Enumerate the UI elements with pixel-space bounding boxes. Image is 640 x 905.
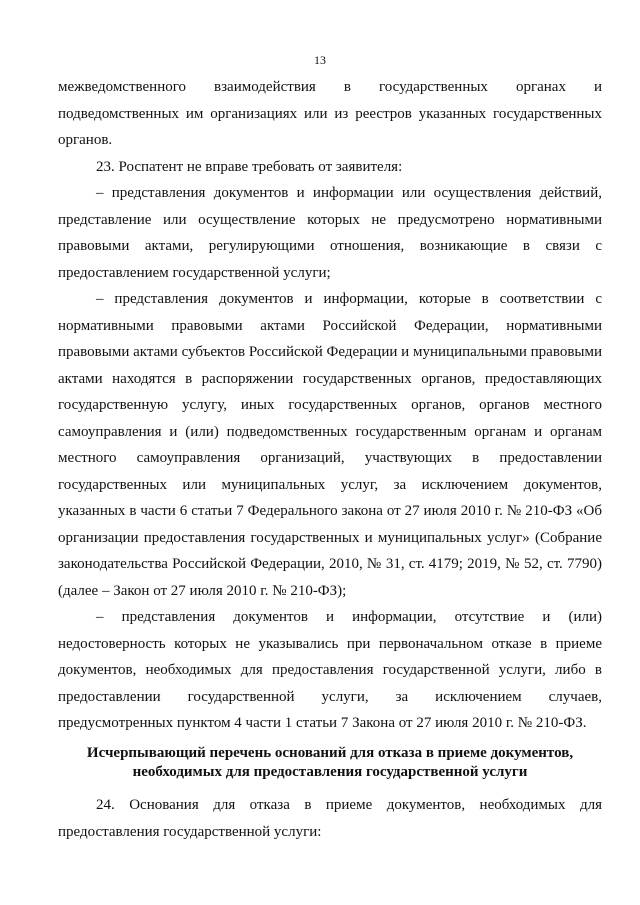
body-text-upper [58, 74, 602, 737]
list-item-2: – представления документов и информации, которые в соответствии с нормативными правовыми актами Российской Федерации, нормативными правовыми актами субъектов Российской Федерации и муниципальными правовыми актами находятся в распоряжении государственных органов, предоставляющих государственную услугу, иных государственных органов, органов местного самоуправления и (или) подведомственных государственным органам и органам местного самоуправления организаций, участвующих в предоставлении государственных или муниципальных услуг, за исключением документов, указанных в части 6 статьи 7 Федерального закона от 27 июля 2010 г. № 210-ФЗ «Об организации предоставления государственных и муниципальных услуг» (Собрание законодательства Российской Федерации, 2010, № 31, ст. 4179; 2019, № 52, ст. 7790) (далее – Закон от 27 июля 2010 г. № 210-ФЗ); [58, 291, 602, 599]
paragraph-24: 24. Основания для отказа в приеме документов, необходимых для предоставления государственной услуги: [58, 797, 602, 840]
page-number: 13 [314, 53, 326, 67]
list-item-1: – представления документов и информации или осуществления действий, представление или осуществление которых не предусмотрено нормативными правовыми актами, регулирующими отношения, возникающие в связи с предоставлением государственной услуги; [58, 185, 602, 281]
list-item-3: – представления документов и информации, отсутствие и (или) недостоверность которых не указывались при первоначальном отказе в приеме документов, необходимых для предоставления государственной услуги, либо в предоставлении государственной услуги, за исключением случаев, предусмотренных пунктом 4 части 1 статьи 7 Закона от 27 июля 2010 г. № 210-ФЗ. [58, 609, 602, 731]
section-heading-line-2: необходимых для предоставления государственной услуги [132, 764, 528, 780]
paragraph-23: 23. Роспатент не вправе требовать от заявителя: [96, 158, 403, 175]
body-text-lower [58, 792, 602, 845]
paragraph-continuation: межведомственного взаимодействия в государственных органах и подведомственных им организациях или из реестров указанных государственных органов. [58, 79, 602, 148]
section-heading-line-1: Исчерпывающий перечень оснований для отказа в приеме документов, [86, 745, 574, 761]
section-heading [70, 744, 590, 782]
